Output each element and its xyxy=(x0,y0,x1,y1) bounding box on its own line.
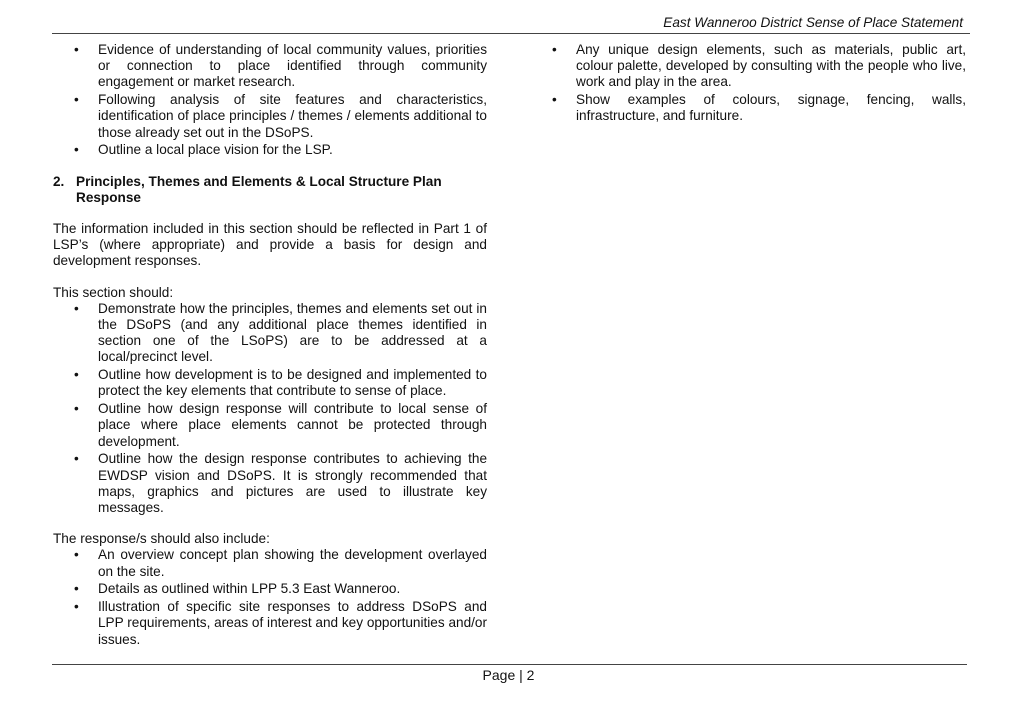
bullet-icon: • xyxy=(74,547,79,563)
list-item: • Evidence of understanding of local community values, priorities or connection to place identified through community engagement or market research. xyxy=(74,42,487,90)
bullet-icon: • xyxy=(552,42,557,57)
should-bullet-list xyxy=(53,301,487,516)
section-number: 2. xyxy=(53,173,65,189)
running-header: East Wanneroo District Sense of Place Statement xyxy=(663,15,963,30)
bullet-icon: • xyxy=(74,42,79,57)
left-column xyxy=(53,42,487,649)
list-item: • Following analysis of site features and characteristics, identification of place principles / themes / elements additional to those already set out in the DSoPS. xyxy=(74,92,487,140)
include-bullet-list xyxy=(53,547,487,647)
right-bullet-list xyxy=(531,42,966,125)
bullet-icon: • xyxy=(74,92,79,108)
section-heading xyxy=(53,174,487,206)
list-item: • Illustration of specific site responses to address DSoPS and LPP requirements, areas of interest and key opportunities and/or issues. xyxy=(74,599,487,647)
right-column xyxy=(531,42,966,126)
section-title: Principles, Themes and Elements & Local Structure Plan Response xyxy=(76,173,442,205)
include-lead-text: The response/s should also include: xyxy=(53,531,270,547)
list-item: • An overview concept plan showing the development overlayed on the site. xyxy=(74,547,487,579)
list-item: • Outline how design response will contribute to local sense of place where place elements cannot be protected through development. xyxy=(74,401,487,449)
intro-bullet-list xyxy=(53,42,487,159)
header-rule xyxy=(52,33,970,34)
page-number: Page | 2 xyxy=(482,667,535,683)
list-item: • Outline a local place vision for the LSP. xyxy=(74,142,333,158)
bullet-icon: • xyxy=(74,142,79,158)
bullet-icon: • xyxy=(74,581,79,597)
list-item: • Show examples of colours, signage, fencing, walls, infrastructure, and furniture. xyxy=(552,92,966,124)
bullet-icon: • xyxy=(74,599,79,615)
bullet-icon: • xyxy=(552,92,557,108)
list-item: • Outline how development is to be designed and implemented to protect the key elements that contribute to sense of place. xyxy=(74,367,487,399)
list-item: • Outline how the design response contributes to achieving the EWDSP vision and DSoPS. It is strongly recommended that maps, graphics and pictures are used to illustrate key messages. xyxy=(74,451,487,516)
bullet-icon: • xyxy=(74,367,79,383)
section-paragraph: The information included in this section should be reflected in Part 1 of LSP’s (where appropriate) and provide a basis for design and development responses. xyxy=(53,221,487,269)
list-item: • Details as outlined within LPP 5.3 East Wanneroo. xyxy=(74,581,401,597)
footer-rule xyxy=(52,664,967,665)
bullet-icon: • xyxy=(74,300,79,316)
bullet-icon: • xyxy=(74,451,79,467)
should-lead-text: This section should: xyxy=(53,284,174,300)
list-item: • Any unique design elements, such as materials, public art, colour palette, developed by consulting with the people who live, work and play in the area. xyxy=(552,42,966,90)
bullet-icon: • xyxy=(74,401,79,417)
list-item: • Demonstrate how the principles, themes and elements set out in the DSoPS (and any additional place themes identified in section one of the LSoPS) are to be addressed at a local/precinct level. xyxy=(74,300,487,365)
